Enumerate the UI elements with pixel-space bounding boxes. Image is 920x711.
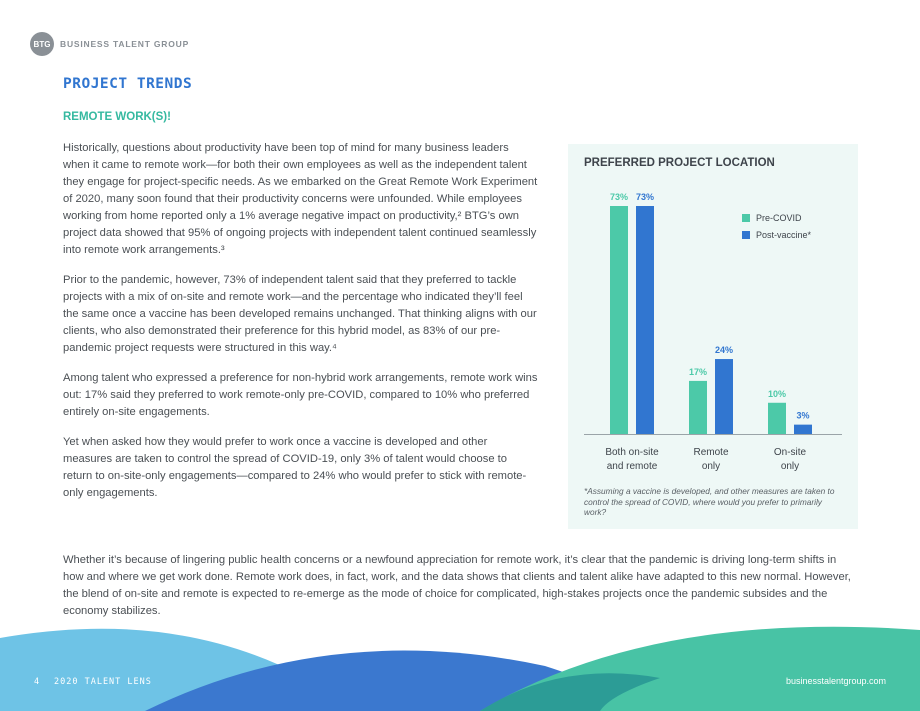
legend-item-pre-covid: [742, 209, 811, 226]
chart-footnote: *Assuming a vaccine is developed, and other measures are taken to control the spread of COVID, where would you prefer to primarily work?: [584, 486, 835, 517]
bar-value-label: 17%: [688, 366, 708, 377]
legend-label: Pre-COVID: [756, 212, 802, 223]
category-label: Remote: [693, 447, 729, 458]
bar-value-label: 3%: [796, 410, 810, 421]
chart-panel: [568, 144, 858, 529]
category-label: only: [780, 461, 800, 472]
body-text-column: [63, 140, 538, 515]
footer-waves: [0, 620, 920, 711]
legend-item-post-vaccine: [742, 226, 811, 243]
brand-name: BUSINESS TALENT GROUP: [60, 39, 190, 49]
footer-label: 2020 TALENT LENS: [54, 677, 152, 687]
body-paragraph: Historically, questions about productivity have been top of mind for many business leaders when it came to remote work—for both their own employees as well as the independent talent they engage for project-specific needs. As we embarked on the Great Remote Work Experiment of 2020, many soon found that their productivity concerns were unfounded. While employees working from home reported only a 1% average negative impact on productivity,² BTG’s own project data showed that 95% of ongoing projects with independent talent continued seamlessly into remote work arrangements.³: [63, 142, 538, 256]
bar-post-vaccine: [794, 425, 812, 434]
brand-logo: [30, 32, 189, 56]
bar-value-label: 10%: [767, 388, 787, 399]
bar-post-vaccine: [636, 206, 654, 434]
chart-title: PREFERRED PROJECT LOCATION: [584, 157, 775, 169]
bar-value-label: 24%: [714, 345, 734, 356]
bar-pre-covid: [689, 381, 707, 434]
body-paragraph: Among talent who expressed a preference for non-hybrid work arrangements, remote work wins out: 17% said they preferred to work remote-only pre-COVID, compared to 10% who preferred entirely on-site engagements.: [63, 372, 538, 418]
bar-value-label: 73%: [609, 192, 629, 202]
bar-pre-covid: [610, 206, 628, 434]
legend-label: Post-vaccine*: [756, 229, 812, 240]
footer-url[interactable]: businesstalentgroup.com: [785, 676, 886, 686]
category-label: Both on-site: [605, 447, 659, 458]
category-label: On-site: [773, 447, 807, 458]
bar-value-label: 73%: [635, 192, 655, 202]
bar-chart: [568, 144, 858, 484]
closing-paragraph: Whether it’s because of lingering public health concerns or a newfound appreciation for remote work, it’s clear that the pandemic is driving long-term shifts in how and where we get work done. Remote work does, in fact, work, and the data shows that clients and talent alike have adapted to this new normal. However, the blend of on-site and remote is expected to re-emerge as the mode of choice for complicated, high-stakes projects once the pandemic subsides and the economy stabilizes.: [63, 554, 851, 617]
chart-legend: [742, 209, 811, 243]
bar-pre-covid: [768, 403, 786, 434]
body-paragraph: Yet when asked how they would prefer to work once a vaccine is developed and other measures are taken to control the spread of COVID-19, only 3% of talent would choose to return to on-site-only engagements—compared to 24% who would prefer to stick with remote-only engagements.: [63, 436, 527, 499]
bar-post-vaccine: [715, 359, 733, 434]
page-number: 4: [34, 677, 41, 687]
category-label: only: [701, 461, 721, 472]
section-title: PROJECT TRENDS: [63, 76, 193, 92]
legend-swatch: [742, 231, 750, 239]
section-subtitle: REMOTE WORK(S)!: [63, 111, 171, 123]
logo-badge: BTG: [30, 32, 54, 56]
legend-swatch: [742, 214, 750, 222]
body-paragraph: Prior to the pandemic, however, 73% of independent talent said that they preferred to tackle projects with a mix of on-site and remote work—and the percentage who indicated they’ll feel the same once a vaccine has been developed remains unchanged. That thinking aligns with our clients, who also demonstrated their preference for this hybrid model, as 83% of our pre-pandemic project requests were structured in this way.⁴: [63, 274, 537, 354]
category-label: and remote: [606, 461, 658, 472]
